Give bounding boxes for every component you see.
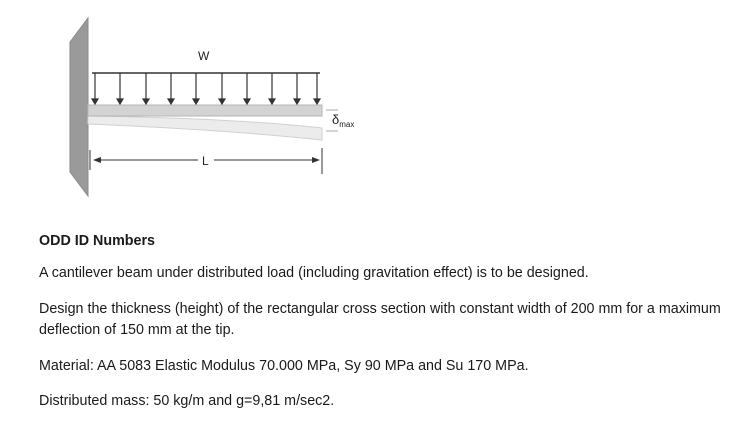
problem-statement: A cantilever beam under distributed load (including gravitation effect) is to be designed. [39, 265, 589, 281]
load-arrows [92, 73, 320, 104]
load-arrow [269, 73, 275, 104]
distributed-mass: Distributed mass: 50 kg/m and g=9,81 m/sec2. [39, 393, 335, 409]
load-arrow [92, 73, 98, 104]
load-arrow [143, 73, 149, 104]
beam [88, 105, 322, 116]
deflection-label: $\delta_{max}$ [332, 112, 355, 129]
deflected-beam-shape [88, 116, 322, 140]
cantilever-beam-diagram [0, 0, 400, 200]
design-requirement: Design the thickness (height) of the rectangular cross section with constant width of 200 mm for a maximum deflection of 150 mm at the tip. [39, 301, 721, 338]
wall-support [70, 18, 88, 196]
load-arrow [168, 73, 174, 104]
load-arrow [294, 73, 300, 104]
load-arrow [219, 73, 225, 104]
material-properties: Material: AA 5083 Elastic Modulus 70.000 MPa, Sy 90 MPa and Su 170 MPa. [39, 358, 529, 374]
load-label: W [198, 49, 210, 63]
length-label: L [202, 154, 209, 168]
load-arrow [117, 73, 123, 104]
load-arrow [314, 73, 320, 104]
section-heading: ODD ID Numbers [39, 233, 155, 249]
load-arrow [193, 73, 199, 104]
load-arrow [244, 73, 250, 104]
dimension-arrow-right [312, 157, 320, 163]
dimension-arrow-left [93, 157, 101, 163]
